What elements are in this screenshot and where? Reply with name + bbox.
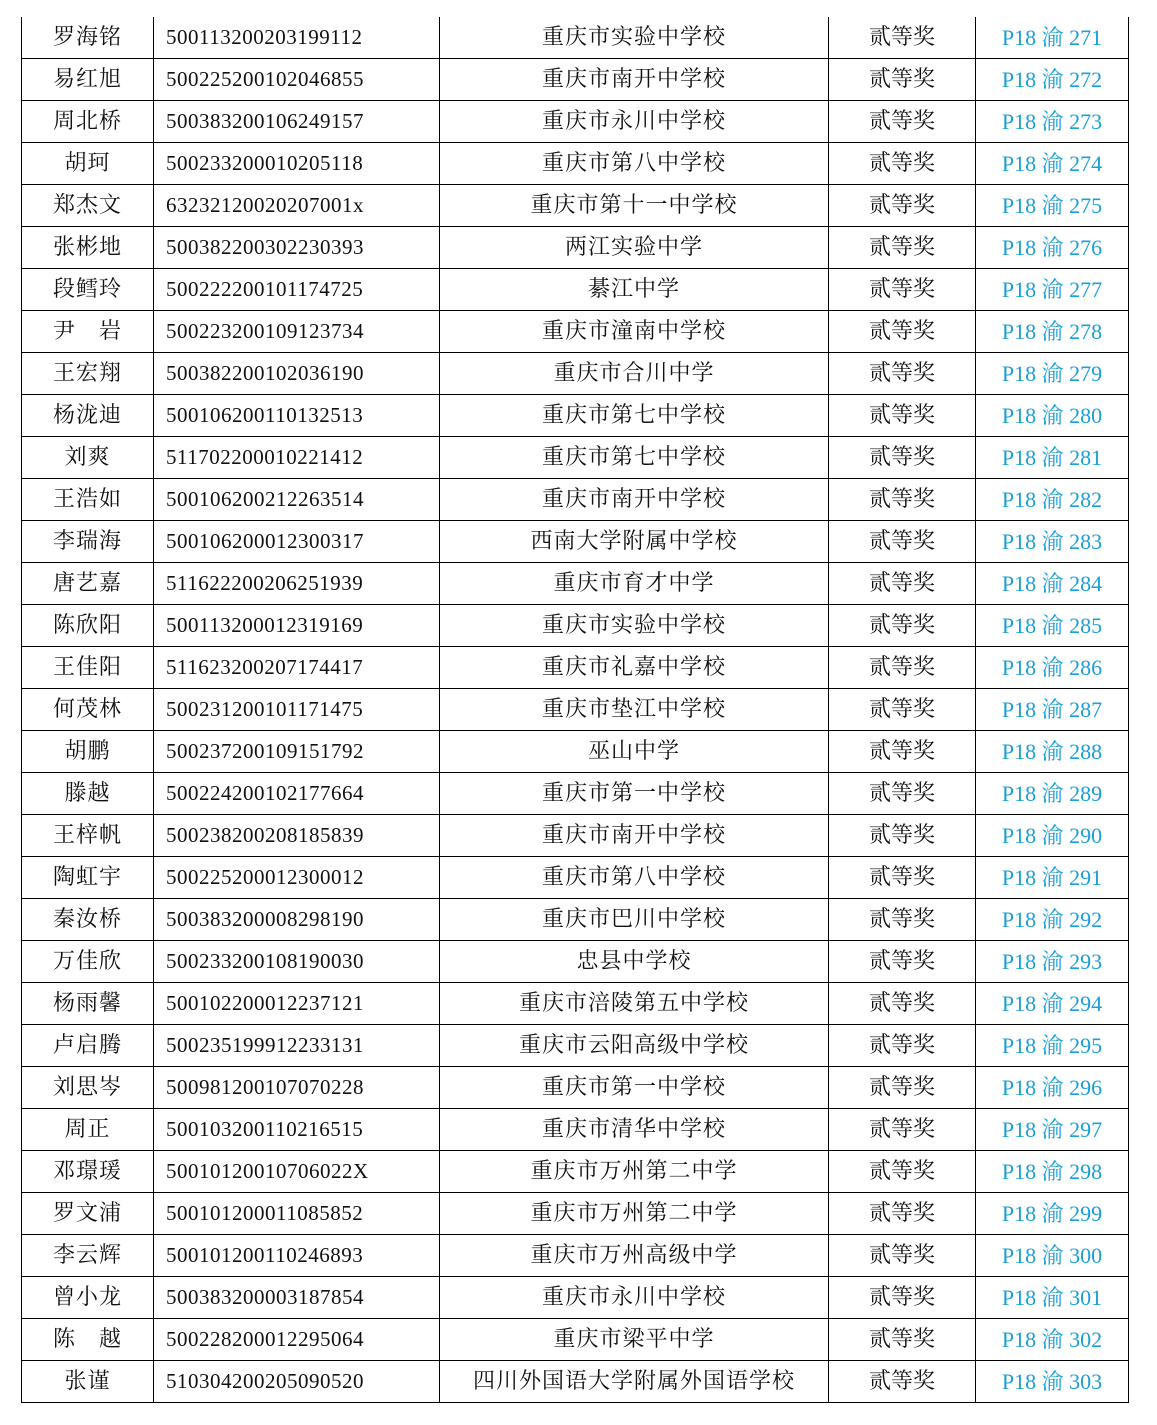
school-name-cell: 重庆市永川中学校: [440, 1277, 829, 1319]
student-name-cell: 易红旭: [22, 59, 154, 101]
award-level-cell: 贰等奖: [829, 1319, 976, 1361]
school-name-cell: 重庆市涪陵第五中学校: [440, 983, 829, 1025]
award-list-table: [21, 17, 1129, 1403]
student-name-cell: 邓璟瑗: [22, 1151, 154, 1193]
id-number-cell: 500235199912233131: [154, 1025, 440, 1067]
id-number-cell: 500237200109151792: [154, 731, 440, 773]
id-number-cell: 500222200101174725: [154, 269, 440, 311]
student-name-cell: 张彬地: [22, 227, 154, 269]
table-row: [22, 857, 1129, 899]
certificate-number-cell: P18 渝 284: [976, 563, 1129, 605]
student-name-cell: 胡鹏: [22, 731, 154, 773]
student-name-cell: 周北桥: [22, 101, 154, 143]
award-level-cell: 贰等奖: [829, 605, 976, 647]
id-number-cell: 511623200207174417: [154, 647, 440, 689]
table-row: [22, 1151, 1129, 1193]
table-row: [22, 143, 1129, 185]
table-row: [22, 269, 1129, 311]
school-name-cell: 重庆市第八中学校: [440, 143, 829, 185]
award-level-cell: 贰等奖: [829, 227, 976, 269]
student-name-cell: 滕越: [22, 773, 154, 815]
award-level-cell: 贰等奖: [829, 941, 976, 983]
school-name-cell: 两江实验中学: [440, 227, 829, 269]
table-row: [22, 605, 1129, 647]
award-level-cell: 贰等奖: [829, 1193, 976, 1235]
student-name-cell: 周正: [22, 1109, 154, 1151]
table-row: [22, 185, 1129, 227]
school-name-cell: 重庆市实验中学校: [440, 17, 829, 59]
certificate-number-cell: P18 渝 300: [976, 1235, 1129, 1277]
certificate-number-cell: P18 渝 289: [976, 773, 1129, 815]
certificate-number-cell: P18 渝 296: [976, 1067, 1129, 1109]
table-row: [22, 941, 1129, 983]
school-name-cell: 重庆市第七中学校: [440, 395, 829, 437]
certificate-number-cell: P18 渝 274: [976, 143, 1129, 185]
id-number-cell: 500383200008298190: [154, 899, 440, 941]
student-name-cell: 李瑞海: [22, 521, 154, 563]
school-name-cell: 重庆市清华中学校: [440, 1109, 829, 1151]
certificate-number-cell: P18 渝 287: [976, 689, 1129, 731]
table-row: [22, 311, 1129, 353]
student-name-cell: 王佳阳: [22, 647, 154, 689]
student-name-cell: 秦汝桥: [22, 899, 154, 941]
id-number-cell: 511622200206251939: [154, 563, 440, 605]
certificate-number-cell: P18 渝 283: [976, 521, 1129, 563]
certificate-number-cell: P18 渝 275: [976, 185, 1129, 227]
student-name-cell: 刘思岑: [22, 1067, 154, 1109]
award-level-cell: 贰等奖: [829, 815, 976, 857]
award-level-cell: 贰等奖: [829, 1067, 976, 1109]
school-name-cell: 忠县中学校: [440, 941, 829, 983]
id-number-cell: 510304200205090520: [154, 1361, 440, 1403]
table-row: [22, 101, 1129, 143]
student-name-cell: 王梓帆: [22, 815, 154, 857]
school-name-cell: 重庆市第一中学校: [440, 1067, 829, 1109]
award-level-cell: 贰等奖: [829, 437, 976, 479]
student-name-cell: 段鳕玲: [22, 269, 154, 311]
certificate-number-cell: P18 渝 280: [976, 395, 1129, 437]
certificate-number-cell: P18 渝 271: [976, 17, 1129, 59]
student-name-cell: 张谨: [22, 1361, 154, 1403]
school-name-cell: 重庆市实验中学校: [440, 605, 829, 647]
school-name-cell: 重庆市万州高级中学: [440, 1235, 829, 1277]
award-level-cell: 贰等奖: [829, 521, 976, 563]
id-number-cell: 500382200302230393: [154, 227, 440, 269]
id-number-cell: 500228200012295064: [154, 1319, 440, 1361]
school-name-cell: 重庆市潼南中学校: [440, 311, 829, 353]
certificate-number-cell: P18 渝 303: [976, 1361, 1129, 1403]
school-name-cell: 重庆市育才中学: [440, 563, 829, 605]
award-level-cell: 贰等奖: [829, 1025, 976, 1067]
student-name-cell: 李云辉: [22, 1235, 154, 1277]
certificate-number-cell: P18 渝 292: [976, 899, 1129, 941]
school-name-cell: 重庆市南开中学校: [440, 479, 829, 521]
id-number-cell: 500233200108190030: [154, 941, 440, 983]
id-number-cell: 500231200101171475: [154, 689, 440, 731]
school-name-cell: 重庆市第七中学校: [440, 437, 829, 479]
table-row: [22, 899, 1129, 941]
school-name-cell: 重庆市万州第二中学: [440, 1193, 829, 1235]
award-level-cell: 贰等奖: [829, 143, 976, 185]
student-name-cell: 何茂林: [22, 689, 154, 731]
table-row: [22, 1067, 1129, 1109]
table-row: [22, 731, 1129, 773]
award-level-cell: 贰等奖: [829, 1277, 976, 1319]
award-level-cell: 贰等奖: [829, 1109, 976, 1151]
student-name-cell: 陈欣阳: [22, 605, 154, 647]
certificate-number-cell: P18 渝 299: [976, 1193, 1129, 1235]
award-level-cell: 贰等奖: [829, 983, 976, 1025]
award-level-cell: 贰等奖: [829, 311, 976, 353]
school-name-cell: 重庆市合川中学: [440, 353, 829, 395]
id-number-cell: 500225200102046855: [154, 59, 440, 101]
certificate-number-cell: P18 渝 279: [976, 353, 1129, 395]
school-name-cell: 四川外国语大学附属外国语学校: [440, 1361, 829, 1403]
certificate-number-cell: P18 渝 282: [976, 479, 1129, 521]
school-name-cell: 西南大学附属中学校: [440, 521, 829, 563]
id-number-cell: 500102200012237121: [154, 983, 440, 1025]
award-level-cell: 贰等奖: [829, 59, 976, 101]
school-name-cell: 重庆市云阳高级中学校: [440, 1025, 829, 1067]
certificate-number-cell: P18 渝 301: [976, 1277, 1129, 1319]
certificate-number-cell: P18 渝 286: [976, 647, 1129, 689]
table-row: [22, 563, 1129, 605]
school-name-cell: 重庆市第十一中学校: [440, 185, 829, 227]
id-number-cell: 500113200203199112: [154, 17, 440, 59]
id-number-cell: 50010120010706022X: [154, 1151, 440, 1193]
award-level-cell: 贰等奖: [829, 689, 976, 731]
student-name-cell: 陈 越: [22, 1319, 154, 1361]
student-name-cell: 尹 岩: [22, 311, 154, 353]
certificate-number-cell: P18 渝 297: [976, 1109, 1129, 1151]
id-number-cell: 511702200010221412: [154, 437, 440, 479]
id-number-cell: 500981200107070228: [154, 1067, 440, 1109]
id-number-cell: 500383200106249157: [154, 101, 440, 143]
certificate-number-cell: P18 渝 302: [976, 1319, 1129, 1361]
table-row: [22, 983, 1129, 1025]
school-name-cell: 巫山中学: [440, 731, 829, 773]
school-name-cell: 重庆市南开中学校: [440, 59, 829, 101]
id-number-cell: 500106200212263514: [154, 479, 440, 521]
student-name-cell: 罗文浦: [22, 1193, 154, 1235]
award-level-cell: 贰等奖: [829, 17, 976, 59]
table-row: [22, 647, 1129, 689]
table-row: [22, 1235, 1129, 1277]
certificate-number-cell: P18 渝 277: [976, 269, 1129, 311]
certificate-number-cell: P18 渝 290: [976, 815, 1129, 857]
school-name-cell: 重庆市巴川中学校: [440, 899, 829, 941]
student-name-cell: 卢启腾: [22, 1025, 154, 1067]
student-name-cell: 王浩如: [22, 479, 154, 521]
table-row: [22, 1319, 1129, 1361]
award-level-cell: 贰等奖: [829, 899, 976, 941]
school-name-cell: 重庆市万州第二中学: [440, 1151, 829, 1193]
certificate-number-cell: P18 渝 278: [976, 311, 1129, 353]
award-level-cell: 贰等奖: [829, 1151, 976, 1193]
certificate-number-cell: P18 渝 288: [976, 731, 1129, 773]
certificate-number-cell: P18 渝 276: [976, 227, 1129, 269]
id-number-cell: 500113200012319169: [154, 605, 440, 647]
certificate-number-cell: P18 渝 291: [976, 857, 1129, 899]
student-name-cell: 唐艺嘉: [22, 563, 154, 605]
id-number-cell: 500224200102177664: [154, 773, 440, 815]
student-name-cell: 万佳欣: [22, 941, 154, 983]
award-level-cell: 贰等奖: [829, 773, 976, 815]
id-number-cell: 500238200208185839: [154, 815, 440, 857]
certificate-number-cell: P18 渝 273: [976, 101, 1129, 143]
student-name-cell: 郑杰文: [22, 185, 154, 227]
table-row: [22, 1361, 1129, 1403]
school-name-cell: 綦江中学: [440, 269, 829, 311]
id-number-cell: 500106200110132513: [154, 395, 440, 437]
student-name-cell: 陶虹宇: [22, 857, 154, 899]
award-list-body: [22, 17, 1129, 1403]
award-level-cell: 贰等奖: [829, 101, 976, 143]
award-level-cell: 贰等奖: [829, 1361, 976, 1403]
table-row: [22, 689, 1129, 731]
table-row: [22, 227, 1129, 269]
award-level-cell: 贰等奖: [829, 563, 976, 605]
id-number-cell: 63232120020207001x: [154, 185, 440, 227]
award-level-cell: 贰等奖: [829, 395, 976, 437]
id-number-cell: 500382200102036190: [154, 353, 440, 395]
award-level-cell: 贰等奖: [829, 269, 976, 311]
table-row: [22, 395, 1129, 437]
school-name-cell: 重庆市第八中学校: [440, 857, 829, 899]
id-number-cell: 500233200010205118: [154, 143, 440, 185]
table-row: [22, 1025, 1129, 1067]
id-number-cell: 500106200012300317: [154, 521, 440, 563]
school-name-cell: 重庆市梁平中学: [440, 1319, 829, 1361]
student-name-cell: 曾小龙: [22, 1277, 154, 1319]
student-name-cell: 杨泷迪: [22, 395, 154, 437]
school-name-cell: 重庆市南开中学校: [440, 815, 829, 857]
table-row: [22, 479, 1129, 521]
certificate-number-cell: P18 渝 298: [976, 1151, 1129, 1193]
award-level-cell: 贰等奖: [829, 1235, 976, 1277]
award-level-cell: 贰等奖: [829, 857, 976, 899]
certificate-number-cell: P18 渝 281: [976, 437, 1129, 479]
award-level-cell: 贰等奖: [829, 647, 976, 689]
award-level-cell: 贰等奖: [829, 479, 976, 521]
table-row: [22, 773, 1129, 815]
id-number-cell: 500101200011085852: [154, 1193, 440, 1235]
id-number-cell: 500103200110216515: [154, 1109, 440, 1151]
id-number-cell: 500223200109123734: [154, 311, 440, 353]
table-row: [22, 815, 1129, 857]
award-level-cell: 贰等奖: [829, 731, 976, 773]
school-name-cell: 重庆市永川中学校: [440, 101, 829, 143]
certificate-number-cell: P18 渝 294: [976, 983, 1129, 1025]
table-row: [22, 437, 1129, 479]
student-name-cell: 刘爽: [22, 437, 154, 479]
school-name-cell: 重庆市礼嘉中学校: [440, 647, 829, 689]
certificate-number-cell: P18 渝 295: [976, 1025, 1129, 1067]
id-number-cell: 500101200110246893: [154, 1235, 440, 1277]
table-row: [22, 1277, 1129, 1319]
table-row: [22, 1109, 1129, 1151]
table-row: [22, 1193, 1129, 1235]
certificate-number-cell: P18 渝 272: [976, 59, 1129, 101]
table-row: [22, 521, 1129, 563]
student-name-cell: 罗海铭: [22, 17, 154, 59]
award-level-cell: 贰等奖: [829, 185, 976, 227]
table-row: [22, 353, 1129, 395]
certificate-number-cell: P18 渝 285: [976, 605, 1129, 647]
school-name-cell: 重庆市第一中学校: [440, 773, 829, 815]
id-number-cell: 500225200012300012: [154, 857, 440, 899]
student-name-cell: 王宏翔: [22, 353, 154, 395]
school-name-cell: 重庆市垫江中学校: [440, 689, 829, 731]
student-name-cell: 胡珂: [22, 143, 154, 185]
table-row: [22, 59, 1129, 101]
student-name-cell: 杨雨馨: [22, 983, 154, 1025]
id-number-cell: 500383200003187854: [154, 1277, 440, 1319]
table-row: [22, 17, 1129, 59]
certificate-number-cell: P18 渝 293: [976, 941, 1129, 983]
award-level-cell: 贰等奖: [829, 353, 976, 395]
